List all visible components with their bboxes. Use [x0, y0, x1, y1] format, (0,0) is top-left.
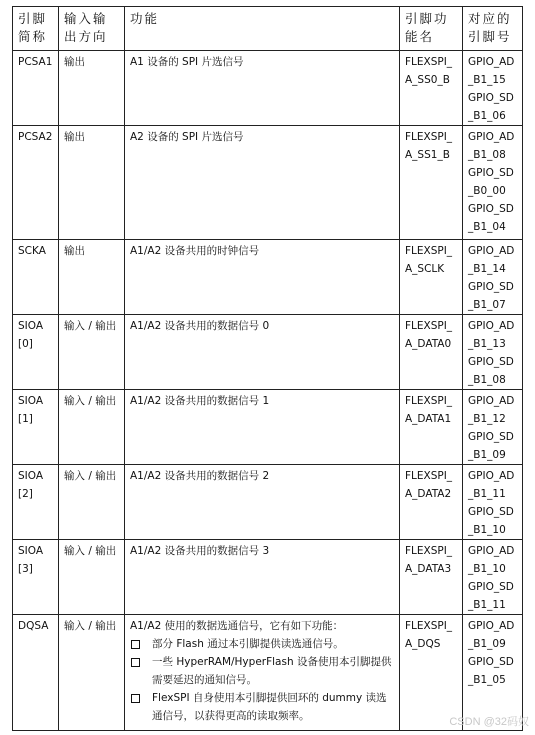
cell-pin-numbers [463, 540, 523, 615]
square-bullet-icon [131, 640, 140, 649]
function-text: A2 设备的 SPI 片选信号 [130, 131, 244, 143]
pin-number: GPIO_AD_B1_15 [468, 56, 515, 86]
cell-pin-func-name: FLEXSPI_A_DATA1 [400, 390, 463, 465]
table-row [13, 126, 523, 240]
function-bullet-item [130, 653, 394, 689]
square-bullet-icon [131, 694, 140, 703]
cell-pin-abbr: SIOA[3] [13, 540, 59, 615]
pin-number: GPIO_AD_B1_10 [468, 545, 515, 575]
pin-number: GPIO_AD_B1_14 [468, 245, 515, 275]
pin-number: GPIO_SD_B1_09 [468, 431, 514, 461]
cell-direction: 输入 / 输出 [59, 390, 125, 465]
cell-function [125, 51, 400, 126]
function-text: A1 设备的 SPI 片选信号 [130, 56, 244, 68]
table-row [13, 240, 523, 315]
cell-direction: 输入 / 输出 [59, 615, 125, 731]
cell-pin-func-name: FLEXSPI_A_SS0_B [400, 51, 463, 126]
table-header-row [13, 7, 523, 51]
cell-function [125, 615, 400, 731]
cell-pin-abbr: PCSA2 [13, 126, 59, 240]
cell-function [125, 126, 400, 240]
function-bullet-text: 部分 Flash 通过本引脚提供读选通信号。 [152, 638, 344, 650]
pin-number: GPIO_SD_B1_10 [468, 506, 514, 536]
cell-pin-numbers [463, 390, 523, 465]
cell-function [125, 540, 400, 615]
cell-pin-func-name: FLEXSPI_A_DATA0 [400, 315, 463, 390]
function-bullet-item [130, 689, 394, 725]
cell-pin-numbers [463, 126, 523, 240]
cell-pin-abbr: DQSA [13, 615, 59, 731]
cell-function [125, 315, 400, 390]
cell-pin-func-name: FLEXSPI_A_SS1_B [400, 126, 463, 240]
function-bullet-text: 一些 HyperRAM/HyperFlash 设备使用本引脚提供需要延迟的通知信号。 [152, 656, 392, 686]
function-text: A1/A2 设备共用的数据信号 2 [130, 470, 270, 482]
table-row [13, 540, 523, 615]
cell-direction: 输出 [59, 51, 125, 126]
square-bullet-icon [131, 658, 140, 667]
pin-number: GPIO_SD_B1_08 [468, 356, 514, 386]
header-pin-number: 对应的引脚号 [463, 7, 523, 51]
header-function: 功能 [125, 7, 400, 51]
pin-number: GPIO_SD_B1_11 [468, 581, 514, 611]
cell-pin-abbr: SCKA [13, 240, 59, 315]
pin-number: GPIO_AD_B1_11 [468, 470, 515, 500]
cell-function [125, 240, 400, 315]
watermark: CSDN @32码奴 [449, 716, 529, 728]
cell-pin-numbers [463, 465, 523, 540]
table-row [13, 315, 523, 390]
function-text: A1/A2 设备共用的数据信号 1 [130, 395, 270, 407]
pin-number: GPIO_AD_B1_13 [468, 320, 515, 350]
cell-pin-abbr: SIOA[0] [13, 315, 59, 390]
pin-number: GPIO_AD_B1_12 [468, 395, 515, 425]
cell-direction: 输入 / 输出 [59, 315, 125, 390]
cell-pin-func-name: FLEXSPI_A_DATA3 [400, 540, 463, 615]
pin-number: GPIO_SD_B1_07 [468, 281, 514, 311]
table-row [13, 51, 523, 126]
function-bullet-text: FlexSPI 自身使用本引脚提供回环的 dummy 读选通信号，以获得更高的读取频率。 [152, 692, 387, 722]
cell-function [125, 465, 400, 540]
function-bullet-item [130, 635, 394, 653]
function-text: A1/A2 使用的数据选通信号，它有如下功能： [130, 620, 344, 632]
header-pin-abbr: 引脚简称 [13, 7, 59, 51]
header-pin-func-name: 引脚功能名 [400, 7, 463, 51]
cell-pin-numbers [463, 315, 523, 390]
cell-pin-abbr: PCSA1 [13, 51, 59, 126]
cell-direction: 输出 [59, 126, 125, 240]
header-direction: 输入输出方向 [59, 7, 125, 51]
function-text: A1/A2 设备共用的数据信号 3 [130, 545, 270, 557]
pin-number: GPIO_AD_B1_09 [468, 620, 515, 650]
cell-function [125, 390, 400, 465]
cell-pin-func-name: FLEXSPI_A_DQS [400, 615, 463, 731]
pin-number: GPIO_SD_B0_00 [468, 167, 514, 197]
pin-number: GPIO_SD_B1_05 [468, 656, 514, 686]
cell-direction: 输入 / 输出 [59, 465, 125, 540]
table-body [13, 51, 523, 731]
cell-direction: 输出 [59, 240, 125, 315]
pin-number: GPIO_AD_B1_08 [468, 131, 515, 161]
table-row [13, 390, 523, 465]
cell-direction: 输入 / 输出 [59, 540, 125, 615]
cell-pin-numbers [463, 240, 523, 315]
pin-number: GPIO_SD_B1_06 [468, 92, 514, 122]
function-text: A1/A2 设备共用的数据信号 0 [130, 320, 270, 332]
cell-pin-abbr: SIOA[1] [13, 390, 59, 465]
pin-number: GPIO_SD_B1_04 [468, 203, 514, 233]
cell-pin-func-name: FLEXSPI_A_SCLK [400, 240, 463, 315]
function-text: A1/A2 设备共用的时钟信号 [130, 245, 260, 257]
pin-function-table [12, 6, 523, 731]
cell-pin-func-name: FLEXSPI_A_DATA2 [400, 465, 463, 540]
table-row [13, 465, 523, 540]
table-row [13, 615, 523, 731]
cell-pin-numbers [463, 51, 523, 126]
cell-pin-abbr: SIOA[2] [13, 465, 59, 540]
